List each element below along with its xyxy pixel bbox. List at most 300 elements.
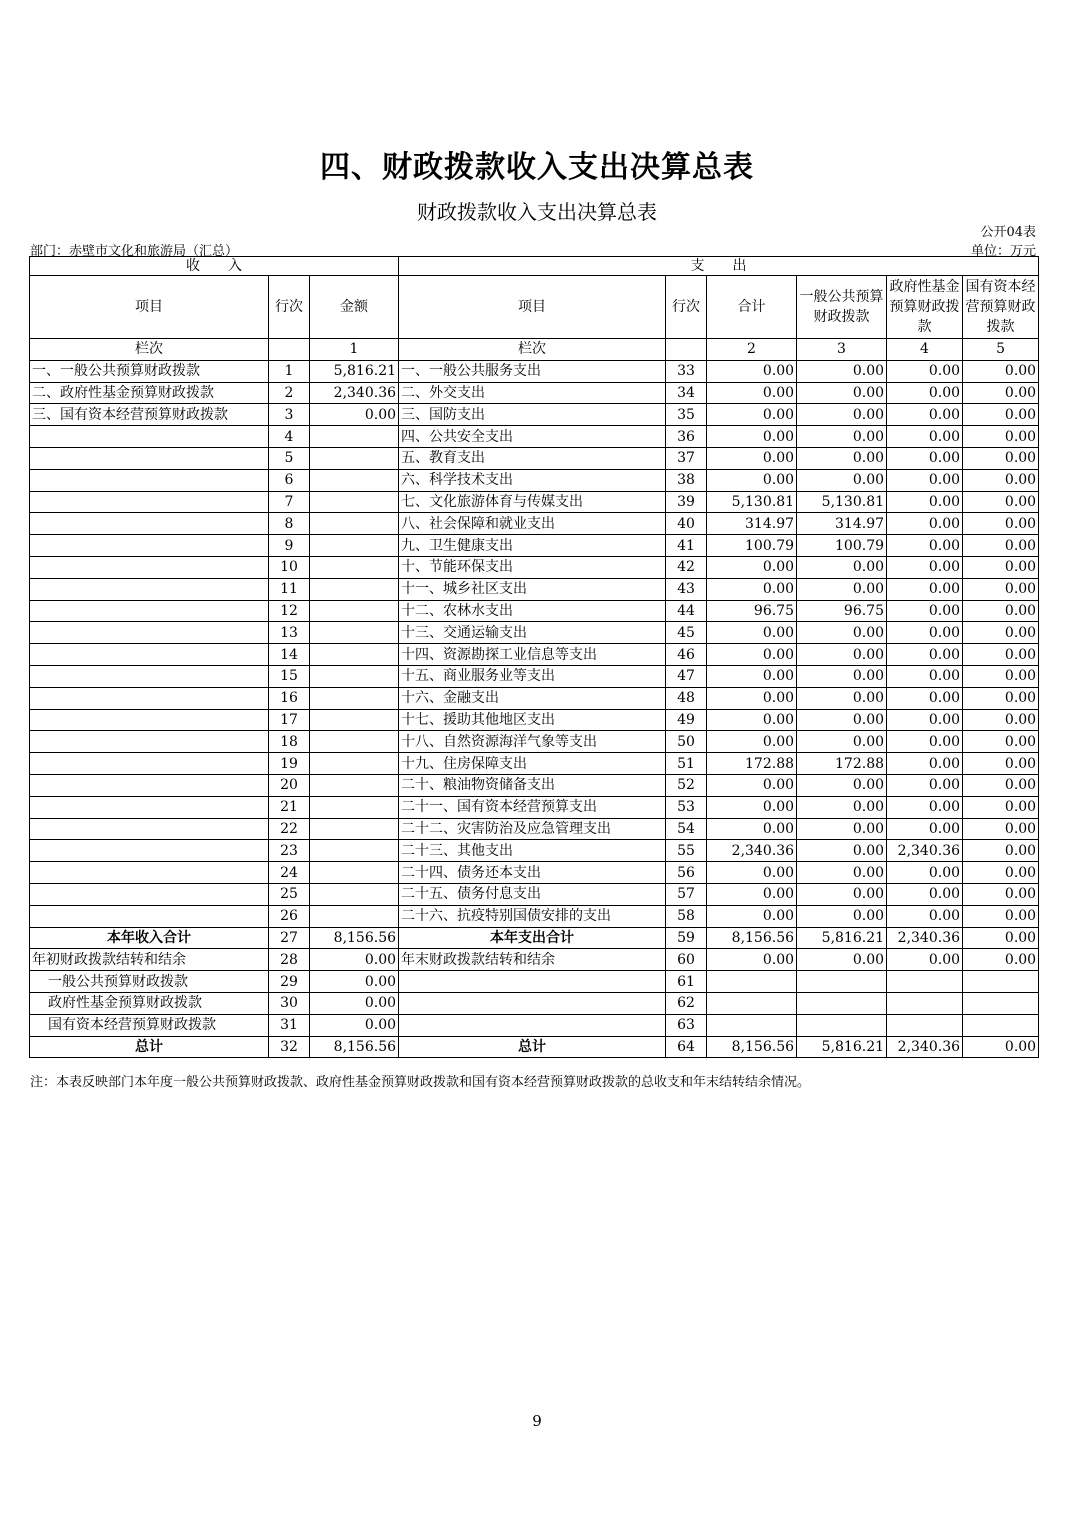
expense-item: 十、节能环保支出	[399, 556, 666, 578]
expense-state: 0.00	[963, 644, 1039, 666]
income-row-no: 26	[269, 905, 310, 927]
income-row-no: 10	[269, 556, 310, 578]
expense-total: 0.00	[707, 360, 797, 382]
income-amount	[310, 883, 399, 905]
expense-item: 一、一般公共服务支出	[399, 360, 666, 382]
grand-total-row	[30, 1036, 1039, 1058]
expense-general: 0.00	[797, 382, 887, 404]
expense-row-no: 51	[666, 753, 707, 775]
expense-general: 96.75	[797, 600, 887, 622]
expense-state: 0.00	[963, 818, 1039, 840]
expense-row-no: 58	[666, 905, 707, 927]
expense-row-no: 33	[666, 360, 707, 382]
expense-row-no: 42	[666, 556, 707, 578]
expense-item: 二十四、债务还本支出	[399, 862, 666, 884]
income-item	[30, 644, 269, 666]
expense-fund: 0.00	[887, 905, 963, 927]
expense-general	[797, 1014, 887, 1036]
expense-general: 0.00	[797, 665, 887, 687]
table-row	[30, 382, 1039, 404]
expense-state: 0.00	[963, 840, 1039, 862]
expense-row-no: 44	[666, 600, 707, 622]
income-row-no: 15	[269, 665, 310, 687]
expense-general: 0.00	[797, 818, 887, 840]
table-row	[30, 360, 1039, 382]
lanci-label: 栏次	[399, 339, 666, 361]
expense-fund: 0.00	[887, 513, 963, 535]
expense-row-no: 50	[666, 731, 707, 753]
expense-state: 0.00	[963, 687, 1039, 709]
income-row-no: 21	[269, 796, 310, 818]
form-number: 公开04表	[980, 225, 1036, 240]
expense-item: 十三、交通运输支出	[399, 622, 666, 644]
table-row	[30, 709, 1039, 731]
expense-general: 5,816.21	[797, 927, 887, 949]
expense-item: 七、文化旅游体育与传媒支出	[399, 491, 666, 513]
expense-fund: 2,340.36	[887, 927, 963, 949]
table-row	[30, 622, 1039, 644]
income-row-no: 19	[269, 753, 310, 775]
expense-row-no: 38	[666, 469, 707, 491]
expense-total: 0.00	[707, 404, 797, 426]
col-header-row-no2: 行次	[666, 276, 707, 339]
expense-total: 0.00	[707, 905, 797, 927]
expense-item: 十一、城乡社区支出	[399, 578, 666, 600]
expense-state: 0.00	[963, 1036, 1039, 1058]
income-amount	[310, 600, 399, 622]
expense-state: 0.00	[963, 382, 1039, 404]
income-amount: 5,816.21	[310, 360, 399, 382]
expense-row-no: 48	[666, 687, 707, 709]
income-item	[30, 862, 269, 884]
expense-item: 九、卫生健康支出	[399, 535, 666, 557]
group-header-row	[30, 257, 1039, 276]
table-row	[30, 862, 1039, 884]
expense-fund: 0.00	[887, 731, 963, 753]
expense-row-no: 56	[666, 862, 707, 884]
expense-row-no: 43	[666, 578, 707, 600]
expense-row-no: 54	[666, 818, 707, 840]
expense-general: 0.00	[797, 774, 887, 796]
income-item: 年初财政拨款结转和结余	[30, 949, 269, 971]
table-row	[30, 578, 1039, 600]
col-header-general: 一般公共预算财政拨款	[797, 276, 887, 339]
expense-item: 十二、农林水支出	[399, 600, 666, 622]
income-amount	[310, 469, 399, 491]
income-row-no: 17	[269, 709, 310, 731]
income-row-no: 28	[269, 949, 310, 971]
income-row-no: 12	[269, 600, 310, 622]
appropriation-summary-table	[29, 256, 1039, 1058]
expense-state: 0.00	[963, 883, 1039, 905]
expense-fund: 0.00	[887, 774, 963, 796]
year-income-total-label: 本年收入合计	[30, 927, 269, 949]
expense-state: 0.00	[963, 360, 1039, 382]
expense-general: 0.00	[797, 840, 887, 862]
carryover-row	[30, 949, 1039, 971]
carryover-row	[30, 992, 1039, 1014]
expense-item: 年末财政拨款结转和结余	[399, 949, 666, 971]
expense-total: 0.00	[707, 774, 797, 796]
expense-general: 0.00	[797, 731, 887, 753]
expense-total	[707, 1014, 797, 1036]
expense-state: 0.00	[963, 600, 1039, 622]
income-row-no: 11	[269, 578, 310, 600]
expense-fund: 0.00	[887, 469, 963, 491]
expense-row-no: 45	[666, 622, 707, 644]
income-row-no: 16	[269, 687, 310, 709]
expense-item: 十九、住房保障支出	[399, 753, 666, 775]
income-amount	[310, 535, 399, 557]
income-row-no: 20	[269, 774, 310, 796]
expense-item: 十四、资源勘探工业信息等支出	[399, 644, 666, 666]
grand-income-total-label: 总计	[30, 1036, 269, 1058]
income-row-no: 29	[269, 971, 310, 993]
expense-state: 0.00	[963, 949, 1039, 971]
income-item	[30, 535, 269, 557]
expense-total: 8,156.56	[707, 1036, 797, 1058]
expense-fund	[887, 1014, 963, 1036]
income-row-no: 25	[269, 883, 310, 905]
expense-fund: 0.00	[887, 535, 963, 557]
income-row-no: 4	[269, 426, 310, 448]
department-label: 部门：赤壁市文化和旅游局（汇总）	[30, 244, 239, 259]
income-row-no: 6	[269, 469, 310, 491]
expense-total: 0.00	[707, 949, 797, 971]
table-row	[30, 905, 1039, 927]
expense-fund: 0.00	[887, 753, 963, 775]
expense-fund: 0.00	[887, 382, 963, 404]
expense-state: 0.00	[963, 862, 1039, 884]
expense-fund: 0.00	[887, 796, 963, 818]
expense-item: 十八、自然资源海洋气象等支出	[399, 731, 666, 753]
expense-state: 0.00	[963, 927, 1039, 949]
page-number: 9	[532, 1412, 542, 1430]
expense-fund: 2,340.36	[887, 840, 963, 862]
carryover-row	[30, 1014, 1039, 1036]
expense-item: 三、国防支出	[399, 404, 666, 426]
expense-total: 0.00	[707, 578, 797, 600]
expense-total: 172.88	[707, 753, 797, 775]
income-amount	[310, 709, 399, 731]
expense-total: 0.00	[707, 426, 797, 448]
expense-state: 0.00	[963, 447, 1039, 469]
expense-item	[399, 1014, 666, 1036]
table-title: 财政拨款收入支出决算总表	[417, 200, 657, 224]
year-total-row	[30, 927, 1039, 949]
expense-row-no: 63	[666, 1014, 707, 1036]
expense-state: 0.00	[963, 491, 1039, 513]
expense-row-no: 59	[666, 927, 707, 949]
col-header-state: 国有资本经营预算财政拨款	[963, 276, 1039, 339]
column-header-row	[30, 276, 1039, 339]
income-row-no: 14	[269, 644, 310, 666]
expense-fund: 0.00	[887, 687, 963, 709]
income-amount	[310, 796, 399, 818]
lanci-num: 2	[707, 339, 797, 361]
footnote: 注：本表反映部门本年度一般公共预算财政拨款、政府性基金预算财政拨款和国有资本经营预算财政拨款的总收支和年末结转结余情况。	[30, 1075, 811, 1090]
income-item	[30, 622, 269, 644]
income-amount: 0.00	[310, 404, 399, 426]
expense-item: 十六、金融支出	[399, 687, 666, 709]
income-amount	[310, 905, 399, 927]
expense-fund: 0.00	[887, 862, 963, 884]
expense-row-no: 39	[666, 491, 707, 513]
income-amount	[310, 578, 399, 600]
unit-label: 单位：万元	[970, 244, 1036, 259]
expense-row-no: 55	[666, 840, 707, 862]
expense-state: 0.00	[963, 665, 1039, 687]
expense-total: 8,156.56	[707, 927, 797, 949]
expense-row-no: 36	[666, 426, 707, 448]
expense-row-no: 64	[666, 1036, 707, 1058]
income-item	[30, 469, 269, 491]
income-amount	[310, 774, 399, 796]
expense-general	[797, 971, 887, 993]
expense-row-no: 52	[666, 774, 707, 796]
income-row-no: 24	[269, 862, 310, 884]
expense-general: 0.00	[797, 687, 887, 709]
expense-general: 0.00	[797, 622, 887, 644]
expense-item	[399, 992, 666, 1014]
expense-total: 0.00	[707, 665, 797, 687]
expense-total: 0.00	[707, 447, 797, 469]
table-row	[30, 883, 1039, 905]
col-header-fund: 政府性基金预算财政拨款	[887, 276, 963, 339]
empty-cell	[666, 339, 707, 361]
expense-state: 0.00	[963, 622, 1039, 644]
lanci-num: 4	[887, 339, 963, 361]
table-row	[30, 426, 1039, 448]
income-amount: 0.00	[310, 949, 399, 971]
income-item: 国有资本经营预算财政拨款	[30, 1014, 269, 1036]
expense-total: 0.00	[707, 862, 797, 884]
income-item	[30, 753, 269, 775]
expense-item: 二、外交支出	[399, 382, 666, 404]
income-row-no: 3	[269, 404, 310, 426]
expense-total	[707, 971, 797, 993]
expense-group-header: 支 出	[399, 257, 1039, 276]
income-row-no: 2	[269, 382, 310, 404]
expense-general: 0.00	[797, 862, 887, 884]
expense-total: 0.00	[707, 687, 797, 709]
expense-general: 5,130.81	[797, 491, 887, 513]
expense-row-no: 61	[666, 971, 707, 993]
income-amount	[310, 556, 399, 578]
expense-total: 0.00	[707, 382, 797, 404]
income-amount	[310, 731, 399, 753]
expense-state: 0.00	[963, 426, 1039, 448]
income-row-no: 5	[269, 447, 310, 469]
expense-total: 96.75	[707, 600, 797, 622]
expense-item: 二十一、国有资本经营预算支出	[399, 796, 666, 818]
income-item	[30, 447, 269, 469]
income-item	[30, 426, 269, 448]
expense-general: 5,816.21	[797, 1036, 887, 1058]
expense-row-no: 40	[666, 513, 707, 535]
table-row	[30, 600, 1039, 622]
expense-total: 0.00	[707, 796, 797, 818]
expense-fund: 0.00	[887, 578, 963, 600]
income-row-no: 32	[269, 1036, 310, 1058]
expense-total: 0.00	[707, 883, 797, 905]
expense-total: 0.00	[707, 644, 797, 666]
income-row-no: 9	[269, 535, 310, 557]
table-row	[30, 447, 1039, 469]
expense-fund: 2,340.36	[887, 1036, 963, 1058]
expense-item: 二十二、灾害防治及应急管理支出	[399, 818, 666, 840]
expense-fund: 0.00	[887, 447, 963, 469]
income-row-no: 13	[269, 622, 310, 644]
expense-item: 五、教育支出	[399, 447, 666, 469]
income-item: 一般公共预算财政拨款	[30, 971, 269, 993]
income-item	[30, 687, 269, 709]
table-row	[30, 469, 1039, 491]
table-row	[30, 687, 1039, 709]
income-row-no: 31	[269, 1014, 310, 1036]
lanci-label: 栏次	[30, 339, 269, 361]
income-group-header: 收 入	[30, 257, 399, 276]
expense-general: 0.00	[797, 578, 887, 600]
expense-total: 0.00	[707, 709, 797, 731]
grand-expense-total-label: 总计	[399, 1036, 666, 1058]
expense-fund: 0.00	[887, 883, 963, 905]
expense-row-no: 35	[666, 404, 707, 426]
col-header-item2: 项目	[399, 276, 666, 339]
income-row-no: 18	[269, 731, 310, 753]
expense-general: 0.00	[797, 447, 887, 469]
col-header-amount: 金额	[310, 276, 399, 339]
expense-general: 100.79	[797, 535, 887, 557]
income-amount: 0.00	[310, 992, 399, 1014]
page-title: 四、财政拨款收入支出决算总表	[320, 150, 754, 185]
expense-fund: 0.00	[887, 818, 963, 840]
income-row-no: 8	[269, 513, 310, 535]
expense-state: 0.00	[963, 578, 1039, 600]
expense-general: 0.00	[797, 709, 887, 731]
expense-general: 0.00	[797, 360, 887, 382]
col-header-total: 合计	[707, 276, 797, 339]
income-item: 三、国有资本经营预算财政拨款	[30, 404, 269, 426]
income-row-no: 23	[269, 840, 310, 862]
income-amount: 8,156.56	[310, 927, 399, 949]
expense-state	[963, 971, 1039, 993]
income-item: 二、政府性基金预算财政拨款	[30, 382, 269, 404]
empty-cell	[269, 339, 310, 361]
expense-state: 0.00	[963, 556, 1039, 578]
carryover-row	[30, 971, 1039, 993]
expense-row-no: 46	[666, 644, 707, 666]
income-row-no: 27	[269, 927, 310, 949]
income-item	[30, 818, 269, 840]
expense-state: 0.00	[963, 404, 1039, 426]
expense-row-no: 47	[666, 665, 707, 687]
income-amount: 0.00	[310, 1014, 399, 1036]
income-item	[30, 796, 269, 818]
expense-total: 0.00	[707, 818, 797, 840]
table-row	[30, 731, 1039, 753]
expense-item: 六、科学技术支出	[399, 469, 666, 491]
income-item	[30, 774, 269, 796]
expense-general: 0.00	[797, 404, 887, 426]
lanci-num: 1	[310, 339, 399, 361]
table-row	[30, 818, 1039, 840]
column-index-row	[30, 339, 1039, 361]
income-amount	[310, 491, 399, 513]
table-row	[30, 796, 1039, 818]
income-item	[30, 905, 269, 927]
expense-fund: 0.00	[887, 426, 963, 448]
expense-general: 0.00	[797, 796, 887, 818]
income-amount	[310, 447, 399, 469]
expense-general: 314.97	[797, 513, 887, 535]
expense-row-no: 57	[666, 883, 707, 905]
expense-general: 0.00	[797, 469, 887, 491]
table-row	[30, 513, 1039, 535]
income-item	[30, 513, 269, 535]
expense-state	[963, 1014, 1039, 1036]
expense-total: 0.00	[707, 622, 797, 644]
income-item	[30, 731, 269, 753]
expense-state: 0.00	[963, 731, 1039, 753]
expense-fund: 0.00	[887, 644, 963, 666]
expense-item: 四、公共安全支出	[399, 426, 666, 448]
income-amount: 0.00	[310, 971, 399, 993]
income-amount	[310, 426, 399, 448]
expense-total: 2,340.36	[707, 840, 797, 862]
expense-fund: 0.00	[887, 949, 963, 971]
table-row	[30, 644, 1039, 666]
income-item: 政府性基金预算财政拨款	[30, 992, 269, 1014]
expense-fund: 0.00	[887, 665, 963, 687]
expense-fund	[887, 971, 963, 993]
income-item: 一、一般公共预算财政拨款	[30, 360, 269, 382]
income-amount	[310, 862, 399, 884]
income-item	[30, 709, 269, 731]
lanci-num: 3	[797, 339, 887, 361]
income-row-no: 1	[269, 360, 310, 382]
table-row	[30, 665, 1039, 687]
expense-state: 0.00	[963, 709, 1039, 731]
expense-row-no: 60	[666, 949, 707, 971]
expense-total: 314.97	[707, 513, 797, 535]
income-item	[30, 556, 269, 578]
lanci-num: 5	[963, 339, 1039, 361]
income-amount	[310, 644, 399, 666]
income-amount	[310, 818, 399, 840]
income-row-no: 30	[269, 992, 310, 1014]
expense-row-no: 53	[666, 796, 707, 818]
col-header-item: 项目	[30, 276, 269, 339]
expense-total: 0.00	[707, 556, 797, 578]
expense-total: 100.79	[707, 535, 797, 557]
expense-row-no: 34	[666, 382, 707, 404]
income-item	[30, 600, 269, 622]
income-row-no: 7	[269, 491, 310, 513]
expense-item: 二十六、抗疫特别国债安排的支出	[399, 905, 666, 927]
table-row	[30, 840, 1039, 862]
year-expense-total-label: 本年支出合计	[399, 927, 666, 949]
expense-general: 172.88	[797, 753, 887, 775]
expense-fund: 0.00	[887, 360, 963, 382]
expense-state	[963, 992, 1039, 1014]
expense-state: 0.00	[963, 905, 1039, 927]
col-header-row-no: 行次	[269, 276, 310, 339]
expense-general: 0.00	[797, 556, 887, 578]
income-amount: 2,340.36	[310, 382, 399, 404]
expense-state: 0.00	[963, 535, 1039, 557]
expense-fund: 0.00	[887, 622, 963, 644]
